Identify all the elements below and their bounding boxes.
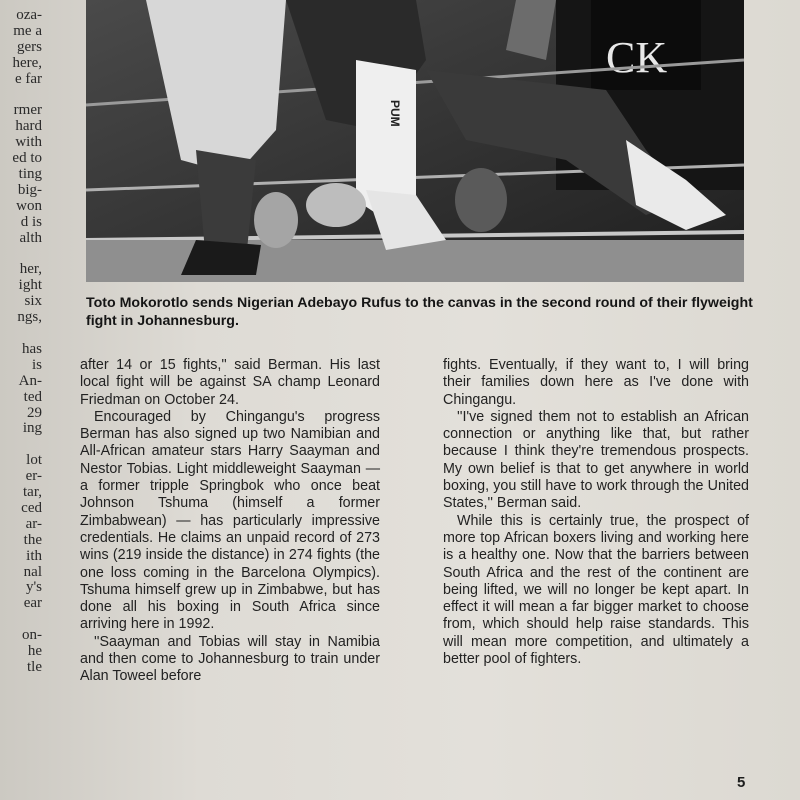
left-fragment-line: has xyxy=(22,340,42,357)
left-fragment-line: he xyxy=(27,643,42,659)
left-fragment-line: d is xyxy=(20,213,42,230)
left-fragment-line: ted xyxy=(23,388,42,405)
left-fragment-line: alth xyxy=(19,229,42,246)
left-fragment-line: is xyxy=(31,356,42,373)
article-column-2 xyxy=(443,357,749,668)
left-fragment-line: y's xyxy=(25,579,42,596)
left-fragment-line: gers xyxy=(17,38,42,55)
left-fragment-line: e far xyxy=(14,70,42,87)
boxing-photo xyxy=(86,0,744,282)
left-fragment-line: tar, xyxy=(23,484,42,500)
left-fragment-line: ith xyxy=(26,547,42,564)
left-fragment-line: ight xyxy=(18,277,42,294)
left-fragment-line: oza- xyxy=(16,7,42,23)
left-fragment-line: the xyxy=(23,531,42,548)
left-fragment-line: her, xyxy=(19,261,42,278)
left-fragment-line: won xyxy=(16,197,42,214)
left-fragment-line: big- xyxy=(17,181,42,198)
left-fragment-line: ing xyxy=(22,420,42,437)
left-fragment-line: An- xyxy=(18,372,42,389)
article-paragraph: after 14 or 15 fights,'' said Berman. His last local fight will be against SA champ Leonard Friedman on October 24. xyxy=(80,357,380,408)
left-fragment-line: ar- xyxy=(25,515,42,532)
banner-text: CK xyxy=(606,33,668,82)
article-paragraph: While this is certainly true, the prospect of more top African boxers living and working here is a healthy one. Now that the barriers between South Africa and the rest of the continent are being lifted, we will no longer be kept apart. In effect it will mean a far bigger market to choose from, which should help raise standards. This will mean more competition, and ultimately a better pool of fighters. xyxy=(443,512,749,668)
sock-text: PUM xyxy=(388,100,402,127)
left-fragment-line: ngs, xyxy=(17,309,42,326)
left-fragment-line: here, xyxy=(12,54,42,71)
left-fragment-line: nal xyxy=(23,563,42,580)
left-fragment-line: ced xyxy=(21,499,42,516)
left-fragment-line: lot xyxy=(26,452,42,469)
left-fragment-line: 29 xyxy=(27,404,42,421)
photo-caption: Toto Mokorotlo sends Nigerian Adebayo Rufus to the canvas in the second round of their flyweight fight in Johannesburg. xyxy=(86,295,753,329)
article-paragraph: ''Saayman and Tobias will stay in Namibia and then come to Johannesburg to train under Alan Toweel before xyxy=(80,633,380,685)
left-fragment-line: on- xyxy=(22,627,42,644)
left-fragment-line: ed to xyxy=(12,150,42,167)
left-fragment-line: ear xyxy=(23,595,42,612)
left-fragment-line: er- xyxy=(25,468,42,485)
left-fragment-line: tle xyxy=(27,658,42,675)
left-column-fragments xyxy=(0,0,44,700)
page-number: 5 xyxy=(737,774,746,791)
left-fragment-line: rmer xyxy=(13,102,42,119)
left-fragment-line: me a xyxy=(13,22,42,39)
left-fragment-line: ting xyxy=(18,166,42,182)
left-fragment-line: with xyxy=(15,134,42,151)
article-column-1 xyxy=(80,357,380,686)
left-fragment-line: hard xyxy=(15,118,42,135)
article-paragraph: Encouraged by Chingangu's progress Berman has also signed up two Namibian and All-African amateur stars Harry Saayman and Nestor Tobias. Light middleweight Saayman — a former tripple Springbok who once beat Johnson Tshuma (himself a former Zimbabwean) — has particularly impressive credentials. He claims an unpaid record of 273 wins (219 inside the distance) in 274 fights (the one loss coming in the Barcelona Olympics). Tshuma himself grew up in Zimbabwe, but has done all his boxing in South Africa since arriving here in 1992. xyxy=(80,408,380,633)
article-paragraph: fights. Eventually, if they want to, I will bring their families down here as I've done with Chingangu. xyxy=(443,357,749,408)
boxing-photo-icon xyxy=(86,0,744,282)
article-paragraph: ''I've signed them not to establish an African connection or anything like that, but rather because I think they're tremendous prospects. My own belief is that to get anywhere in world boxing, you still have to work through the United States,'' Berman said. xyxy=(443,408,749,512)
left-fragment-line: six xyxy=(24,293,42,310)
